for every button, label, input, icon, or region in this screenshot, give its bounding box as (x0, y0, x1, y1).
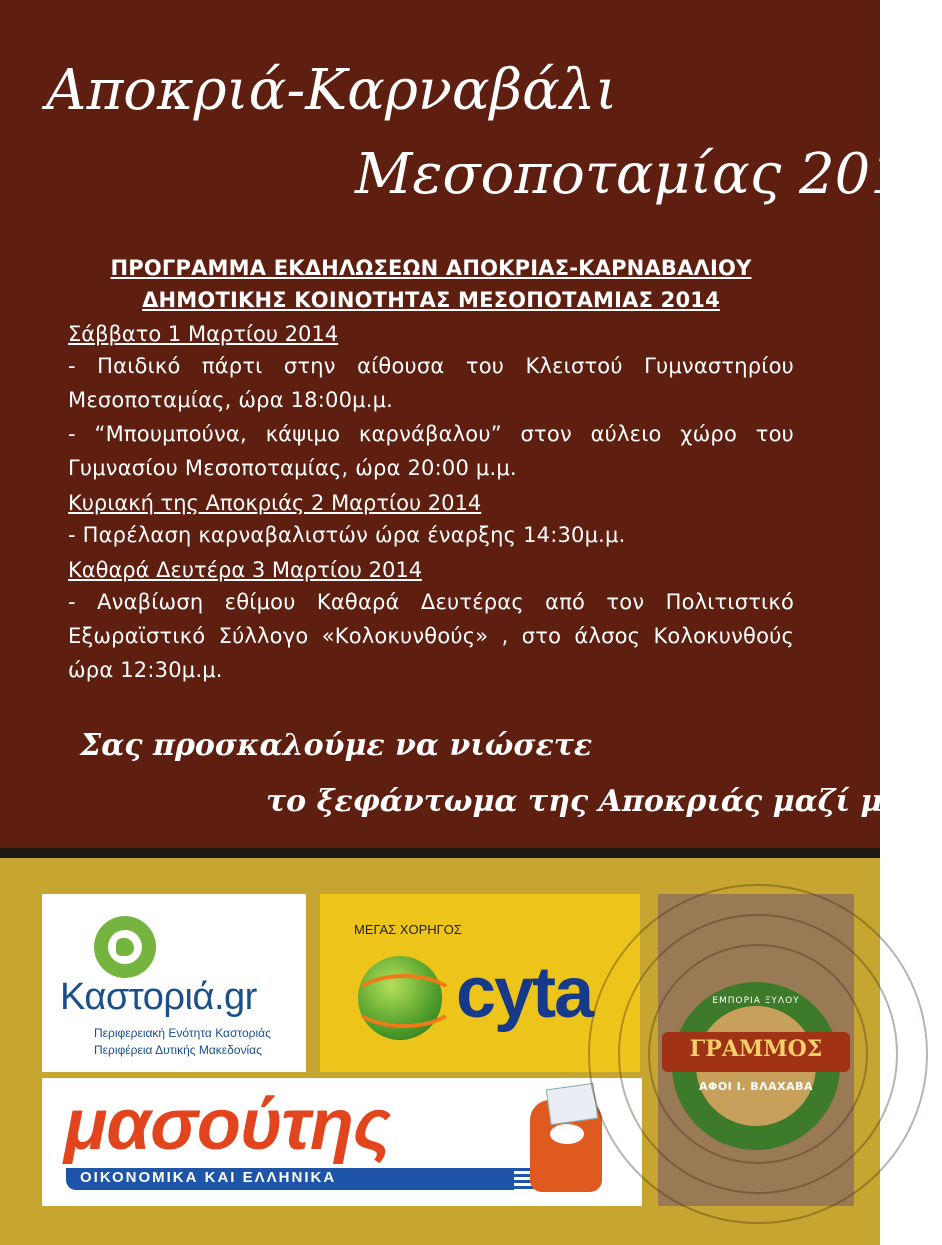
grammos-top-text: ΕΜΠΟΡΙΑ ΞΥΛΟΥ (712, 996, 800, 1006)
newspaper-icon (546, 1083, 599, 1125)
kastoria-map-icon (94, 916, 156, 978)
grammos-name: ΓΡΑΜΜΟΣ (689, 1036, 823, 1062)
invitation-line-2: το ξεφάντωμα της Αποκριάς μαζί μας! (266, 784, 937, 819)
event-date: Κυριακή της Αποκριάς 2 Μαρτίου 2014 (68, 491, 482, 515)
program-heading-line-2: ΔΗΜΟΤΙΚΗΣ ΚΟΙΝΟΤΗΤΑΣ ΜΕΣΟΠΟΤΑΜΙΑΣ 2014 (142, 288, 720, 312)
kastoria-subtitle-1: Περιφερειακή Ενότητα Καστοριάς (94, 1026, 271, 1040)
title-line-1: Αποκριά-Καρναβάλι (46, 58, 618, 123)
kastoria-name: Καστοριά.gr (60, 976, 257, 1018)
title-line-2: Μεσοποταμίας 2014 (355, 142, 942, 207)
kastoria-logo (42, 894, 306, 1072)
event-item: - “Μπουμπούνα, κάψιμο καρνάβαλου” στον αύλειο χώρο του Γυμνασίου Μεσοποταμίας, ώρα 20:00 μ.μ. (68, 422, 794, 480)
section-divider (0, 848, 880, 858)
masoutis-logo (42, 1078, 642, 1206)
event-item: - Παιδικό πάρτι στην αίθουσα του Κλειστού Γυμναστηρίου Μεσοποταμίας, ώρα 18:00μ.μ. (68, 354, 794, 412)
grammos-logo (658, 894, 854, 1206)
event-date: Σάββατο 1 Μαρτίου 2014 (68, 322, 339, 346)
event-item: - Παρέλαση καρναβαλιστών ώρα έναρξης 14:30μ.μ. (68, 523, 626, 547)
kastoria-subtitle-2: Περιφέρεια Δυτικής Μακεδονίας (94, 1043, 262, 1057)
cyta-name: cyta (456, 953, 593, 1033)
masoutis-tagline: ΟΙΚΟΝΟΜΙΚΑ ΚΑΙ ΕΛΛΗΝΙΚΑ (80, 1169, 337, 1186)
event-item: - Αναβίωση εθίμου Καθαρά Δευτέρας από τον Πολιτιστικό Εξωραϊστικό Σύλλογο «Κολοκυνθούς» , στο άλσος Κολοκυνθούς ώρα 12:30μ.μ. (68, 590, 794, 682)
cyta-swirl-icon (350, 974, 458, 1028)
masoutis-name: μασούτης (64, 1085, 391, 1165)
event-date: Καθαρά Δευτέρα 3 Μαρτίου 2014 (68, 558, 423, 582)
grammos-bottom-text: ΑΦΟΙ Ι. ΒΛΑΧΑΒΑ (698, 1080, 814, 1093)
main-sponsor-label: ΜΕΓΑΣ ΧΟΡΗΓΟΣ (354, 922, 462, 937)
event-program (68, 252, 794, 687)
program-heading-line-1: ΠΡΟΓΡΑΜΜΑ ΕΚΔΗΛΩΣΕΩΝ ΑΠΟΚΡΙΑΣ-ΚΑΡΝΑΒΑΛΙΟΥ (110, 256, 752, 280)
invitation-line-1: Σας προσκαλούμε να νιώσετε (80, 728, 593, 763)
